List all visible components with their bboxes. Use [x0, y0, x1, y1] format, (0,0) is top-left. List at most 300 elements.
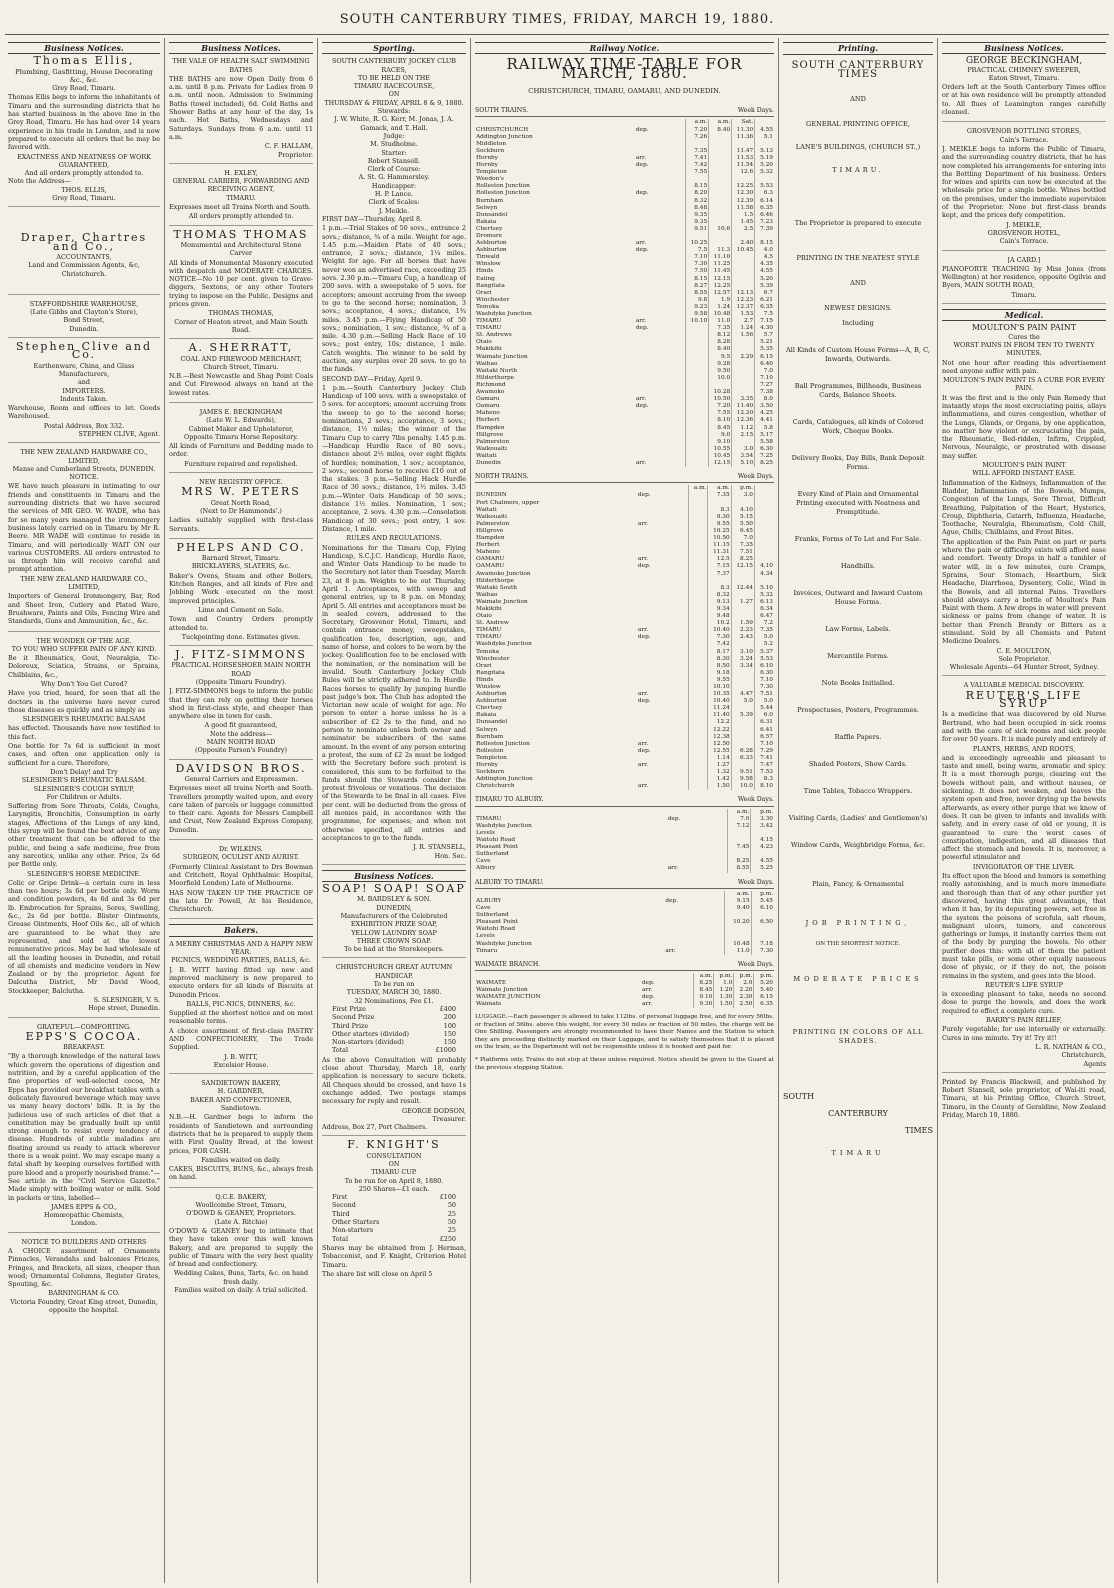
time-cell: 6.10 [754, 663, 774, 670]
arr-dep: dep. [637, 698, 651, 705]
station-name: TIMARU [476, 318, 502, 325]
ad-line: And all orders promptly attended to. [24, 169, 144, 178]
arr-dep: dep. [641, 994, 655, 1001]
timetable-row [475, 460, 774, 467]
ad-body: N.B.—H. Gardner begs to inform the residents of Sandietown and surrounding districts that he is prepared to supply them with First Quality Bread, at the lowest prices, FOR CASH. [169, 1113, 313, 1155]
station-name: Waimate Junction [476, 598, 528, 605]
print-line: TIMES [904, 1126, 933, 1135]
time-cell [688, 578, 708, 585]
ad-fitzsimmons [169, 648, 313, 760]
ad-title: THE WONDER OF THE AGE. [36, 636, 132, 645]
time-cell: 8.50 [708, 663, 731, 670]
ad-line: Why Don't You Get Cured? [40, 680, 128, 688]
time-cell: 5.37 [754, 649, 774, 656]
time-cell: 8.15 [686, 183, 709, 190]
time-cell: 5.39 [755, 283, 774, 290]
ad-witt [169, 940, 313, 1074]
ad-line: H. P. Lance. [374, 190, 414, 199]
time-cell: 4.55 [751, 858, 774, 865]
station-name: Waikouaiti [476, 513, 507, 520]
arr-dep: arr. [637, 691, 649, 698]
arr-dep [635, 268, 686, 275]
time-cell [731, 606, 754, 613]
timetable-row [475, 290, 774, 297]
timetable-name: NORTH TRAINS. [475, 473, 529, 481]
time-cell: 2.50 [734, 1001, 754, 1008]
ad-ellis [8, 54, 160, 207]
arr-dep [635, 276, 686, 283]
time-cell [709, 240, 732, 247]
time-cell: 7.50 [686, 268, 709, 275]
timetable-row [475, 325, 774, 332]
time-cell: 9.10 [709, 439, 732, 446]
time-cell: 12.6 [732, 169, 755, 176]
time-cell: 12.13 [732, 290, 755, 297]
time-cell [754, 485, 774, 492]
time-cell: 9.18 [708, 670, 731, 677]
ad-body: J. MEIKLE begs to inform the Public of Timaru, and the surrounding country districts, that he has now completed his arrangements for entering into the Bottling Department of his business. Orders for wines and spirits can now be executed at the wholesale price for a single bottle. Wines bottled on the premises, under the immediate supervision of the Proprietor. None but first-class brands kept, and the prices defy competition. [942, 144, 1106, 220]
station-name: Waikouaiti [476, 445, 507, 452]
time-cell: p.m. [751, 891, 774, 898]
time-cell: 10.50 [708, 535, 731, 542]
time-cell: 6.57 [754, 734, 774, 741]
time-cell: 9.58 [731, 776, 754, 783]
time-cell: a.m. [709, 119, 732, 126]
time-cell [725, 912, 752, 919]
station-name: Rakaia [476, 218, 497, 225]
ad-body: Suffering from Sore Throats, Colds, Coughs, Laryngitis, Bronchitis, Consumption in early stages, Affections of the Lungs of any kind, this syrup will be found the best advice of any other treatment that can be offered to the public, and being a safe medicine, free from any narcotics, unlike any other. Price, 2s 6d per Bottle only. [8, 802, 160, 869]
time-cell [686, 354, 709, 361]
ad-line: NEW REGISTRY OFFICE. [199, 478, 283, 487]
timetable-row [475, 297, 774, 304]
time-cell: 11.40 [708, 712, 731, 719]
time-cell: 7.0 [755, 368, 774, 375]
time-cell: 7.45 [728, 844, 751, 851]
time-cell: 9.35 [686, 212, 709, 219]
arr-dep [637, 606, 689, 613]
arr-dep [637, 571, 689, 578]
time-cell: 9.40 [725, 905, 752, 912]
arr-dep [667, 844, 728, 851]
timetable-row [475, 762, 774, 769]
ad-line: SLESINGER'S HORSE MEDICINE. [27, 869, 141, 878]
timetable-row [475, 606, 774, 613]
time-cell: 5.58 [755, 439, 774, 446]
prize-row [322, 1226, 466, 1234]
time-cell [754, 507, 774, 514]
station-name: Waitohi Road [476, 837, 516, 844]
time-cell: 7.29 [754, 748, 774, 755]
print-service-item: Delivery Books, Day Bills, Bank Deposit Forms. [791, 454, 925, 471]
ad-body: Importers of General Ironmongery, Bar, Rod and Sheet Iron, Cutlery and Plated Ware, Brushware, Paints and Oils, Fencing Wire and Standards, Guns and Ammunition, &c., &c. [8, 592, 160, 626]
time-cell: 8.30 [708, 656, 731, 663]
station-name: Winchester [476, 296, 510, 303]
timetable-row [475, 500, 774, 507]
station-name: Makikihi [476, 605, 502, 612]
timetable-row [475, 830, 774, 837]
ad-grosvenor [942, 127, 1106, 250]
prize-label: Second Prize [332, 1013, 375, 1022]
time-cell [688, 719, 708, 726]
ad-signature: Wholesale Agents—64 Hunter Street, Sydney. [949, 663, 1099, 672]
station-name [475, 485, 637, 492]
time-cell [686, 141, 709, 148]
timetable-row [475, 368, 774, 375]
ad-title: A. SHERRATT, [188, 341, 294, 355]
time-cell [686, 446, 709, 453]
station-name: Tinwald [476, 254, 500, 261]
arr-dep [635, 417, 686, 424]
time-cell [709, 162, 732, 169]
timetable-row [475, 905, 774, 912]
ad-body: Shares may be obtained from J. Herman, Tobacconist, and F. Knight, Criterion Hotel Timaru. [322, 1243, 466, 1269]
ad-title: MOULTON'S PAIN PAINT [971, 323, 1077, 333]
section-heading: Business Notices. [8, 42, 160, 54]
ad-line: Timaru. [1011, 290, 1037, 299]
ad-body: Colic or Gripe Drink—a certain cure in less than two hours; 3s 6d per bottle only. Worm and condition powders, 4s 6d and 3s 6d per lb. Embrocation for Sprains, Sores, Swelling, &c., 2s 6d per bottle. Blister Ointments, Grease Ointments, Hoof Oils &c., all of which are guaranteed to be what they are represented, and sold at the lowest remunerative prices. May be had wholesale of all the leading houses in Dunedin, and retail of all chemists and medicine vendors in New Zealand or by the proprietor. Agent for Dalcutha District, Mr David Wood, Stockkeeper, Balclutha. [8, 878, 160, 995]
time-cell: 9.8 [686, 297, 709, 304]
timetable-row [475, 987, 774, 994]
station-name: Waihao [476, 591, 498, 598]
time-cell: 7.41 [754, 755, 774, 762]
station-name: Hinds [476, 268, 494, 275]
time-cell: 12.15 [709, 460, 732, 467]
ad-body: is exceeding pleasant to take, needs no second dose to purge the bowels, and does the work required to effect a complete cure. [942, 990, 1106, 1015]
time-cell [686, 325, 709, 332]
station-name: Burnham [476, 197, 504, 204]
ad-title: Draper, Chartres and Co., [20, 231, 148, 253]
ad-line: General Carriers and Expressmen. [184, 774, 298, 783]
timetable-row [475, 410, 774, 417]
column-rule [470, 38, 471, 1583]
arr-dep [637, 485, 689, 492]
arr-dep [637, 535, 689, 542]
ad-line: ACCOUNTANTS, [56, 252, 112, 261]
ad-gardner [169, 1079, 313, 1188]
time-cell [709, 219, 732, 226]
time-cell [688, 698, 708, 705]
ad-line: Opposite Timaru Horse Repository. [183, 432, 299, 441]
time-cell: 5.32 [754, 592, 774, 599]
prize-amount: 50 [447, 1201, 456, 1210]
time-cell: 4.15 [751, 837, 774, 844]
arr-dep: arr. [637, 740, 649, 747]
ad-line: Note the address— [209, 729, 273, 738]
timetable-row [475, 755, 774, 762]
time-cell: 7.30 [708, 634, 731, 641]
print-items [783, 346, 933, 850]
timetable-row [475, 851, 774, 858]
time-cell: 1.0 [714, 980, 734, 987]
print-line: The Proprietor is prepared to execute [794, 219, 922, 227]
arr-dep: arr. [635, 318, 647, 325]
ad-title: GEORGE BECKINGHAM, [965, 56, 1083, 67]
station-name: Washdyke Junction [476, 311, 532, 318]
time-cell: 4.35 [755, 261, 774, 268]
time-cell [688, 599, 708, 606]
ad-signature: THOMAS THOMAS, [208, 309, 274, 318]
ad-line: REUTER'S LIFE SYRUP [985, 980, 1063, 989]
timetable-row [475, 268, 774, 275]
ad-body: All kinds of Furniture and Bedding made to order. [169, 442, 313, 459]
ad-nz-hardware [8, 448, 160, 631]
station-name: Hilderthorpe [476, 577, 515, 584]
time-cell: 7.35 [709, 325, 732, 332]
ad-signature: J. B. WITT, [224, 1052, 258, 1061]
time-cell: 2.30 [734, 994, 754, 1001]
time-cell [709, 382, 732, 389]
time-cell: 7.41 [686, 155, 709, 162]
time-cell [686, 410, 709, 417]
timetable-row [475, 941, 774, 948]
time-cell: 6.35 [755, 205, 774, 212]
prize-row [322, 1013, 466, 1021]
time-cell [732, 346, 755, 353]
arr-dep [637, 613, 689, 620]
prize-amount: 50 [447, 1218, 456, 1227]
ad-body: HAS NOW TAKEN UP THE PRACTICE OF the late Dr Powell, At his Residence, Christchurch. [169, 888, 313, 914]
timetable-row [475, 719, 774, 726]
time-cell: 8.17 [708, 649, 731, 656]
arr-dep [637, 727, 689, 734]
ad-soap [322, 882, 466, 958]
station-name: Ealing [476, 275, 495, 282]
time-cell: 4.25 [755, 410, 774, 417]
time-cell: 10.10 [708, 684, 731, 691]
ad-peters [169, 478, 313, 539]
time-cell: 5.10 [732, 460, 755, 467]
ad-barningham [8, 1238, 160, 1319]
arr-dep [635, 382, 686, 389]
time-cell: 8.45 [694, 987, 714, 994]
station-name: Otaio [476, 339, 492, 346]
time-cell [688, 634, 708, 641]
print-service-item: Franks, Forms of To Let and For Sale. [794, 535, 922, 543]
time-cell: 7.0 [728, 816, 751, 823]
ad-line: BARRY'S PAIN RELIEF, [986, 1016, 1062, 1025]
arr-dep [637, 549, 689, 556]
time-cell: 1.5 [732, 212, 755, 219]
arr-dep [637, 528, 689, 535]
ad-body: Baker's Ovens, Steam and other Boilers, Kitchen Ranges, and all kinds of Fire and Jobbing Work executed on the most improved principles. [169, 571, 313, 605]
time-cell: 1.50 [714, 1001, 734, 1008]
ad-line: J. Meikle. [378, 206, 410, 215]
time-cell: 6.46 [755, 212, 774, 219]
arr-dep [635, 410, 686, 417]
station-name: Maheno [476, 410, 500, 417]
time-cell: 9.51 [686, 226, 709, 233]
ad-line: and [77, 378, 91, 387]
time-cell [732, 439, 755, 446]
ad-title: SOAP! SOAP! SOAP [322, 882, 466, 896]
ad-clive [8, 340, 160, 443]
time-cell: 9.15 [725, 898, 752, 905]
ad-line: A MERRY CHRISTMAS AND A HAPPY NEW YEAR. [169, 939, 313, 957]
arr-dep [637, 769, 689, 776]
prize-amount: 150 [443, 1038, 456, 1047]
time-cell [688, 627, 708, 634]
station-name: Templeton [476, 169, 507, 176]
time-cell: 7.51 [754, 691, 774, 698]
time-cell [751, 830, 774, 837]
arr-dep [637, 677, 689, 684]
ad-title: PHELPS AND CO. [176, 540, 306, 554]
print-line: LANE'S BUILDINGS, (CHURCH ST.,) [795, 143, 921, 151]
timetable-row [475, 311, 774, 318]
station-name: Ashburton [476, 698, 507, 705]
ad-signature: Proprietor. [278, 150, 313, 159]
ad-line: M. Studholme. [370, 140, 418, 149]
station-name: Burnham [476, 733, 504, 740]
time-cell: p.m. [714, 973, 734, 980]
time-cell: 12.15 [731, 563, 754, 570]
section-heading: Railway Notice. [475, 42, 774, 54]
timetable-row [475, 783, 774, 790]
ad-baths [169, 57, 313, 164]
time-cell [731, 734, 754, 741]
station-name: Waihao [476, 360, 498, 367]
ad-line: SECOND DAY—Friday, April 9. [322, 374, 423, 383]
timetable-row [475, 247, 774, 254]
station-name: Orari [476, 289, 492, 296]
time-cell [731, 705, 754, 712]
ad-line: (Opposite Timaru Foundry). [195, 678, 287, 686]
time-cell [688, 783, 708, 790]
ad-signature: J. MEIKLE, [1006, 220, 1042, 229]
station-name: Waitohi Road [476, 926, 516, 933]
ad-signature: MAIN NORTH ROAD [206, 738, 276, 747]
ad-signature: London. [70, 1219, 98, 1228]
time-cell: 9.51 [731, 769, 754, 776]
time-cell: 10.48 [725, 941, 752, 948]
time-cell [686, 396, 709, 403]
ad-line: Great North Road, [210, 498, 272, 507]
time-cell: 12.5 [708, 556, 731, 563]
time-cell [732, 339, 755, 346]
ad-knight [322, 1138, 466, 1282]
ad-line: A. St. G. Hammersley. [358, 173, 430, 182]
station-name: Oamaru [476, 396, 500, 403]
time-cell: 10.25 [686, 240, 709, 247]
time-cell: 10.2 [708, 620, 731, 627]
time-cell: 12.57 [709, 290, 732, 297]
arr-dep [667, 830, 728, 837]
time-cell: 2.0 [734, 980, 754, 987]
timetable-caption [475, 879, 774, 889]
ad-line: Postal Address, Box 332. [43, 421, 125, 430]
time-cell [754, 549, 774, 556]
time-cell: 8.15 [686, 276, 709, 283]
arr-dep [635, 205, 686, 212]
ad-body: Not one hour after reading this advertisement need anyone suffer with pain. [942, 358, 1106, 375]
station-name: Hillgrove [476, 527, 504, 534]
time-cell: 1.24 [732, 325, 755, 332]
time-cell [686, 382, 709, 389]
arr-dep [635, 198, 686, 205]
time-cell: 12.50 [708, 741, 731, 748]
ad-line: Cures the [1008, 332, 1040, 341]
ad-line: BRICKLAYERS, SLATERS, &c. [191, 562, 291, 571]
ad-body: Be it Rheumatics, Gout, Neuralgia, Tic-Doloreux, Sciatica, Strains, or Sprains, Chilblains, &c., [8, 654, 160, 679]
arr-dep [637, 670, 689, 677]
station-name: St. Andrew [476, 620, 509, 627]
timetable-row [475, 492, 774, 499]
ad-line: Land and Commission Agents, &c, [28, 261, 140, 270]
time-cell [731, 741, 754, 748]
time-cell [688, 776, 708, 783]
arr-dep [664, 891, 724, 898]
time-cell [686, 346, 709, 353]
station-name: Temuka [476, 303, 500, 310]
station-name: Awamoko Junction [476, 570, 531, 577]
time-cell: 7.0 [731, 535, 754, 542]
time-cell [755, 141, 774, 148]
station-name: Hornby [476, 154, 499, 161]
column-rule [937, 38, 938, 1583]
ad-signature: Excelsior House. [213, 1060, 269, 1069]
time-cell [731, 571, 754, 578]
timetable-row [475, 592, 774, 599]
print-line: TIMARU [831, 1149, 885, 1157]
time-cell: 2.40 [732, 240, 755, 247]
timetable-row [475, 141, 774, 148]
column-rule [317, 38, 318, 1583]
time-cell: 7.55 [686, 169, 709, 176]
ad-line: Families waited on daily. A trial solicited. [174, 1286, 308, 1294]
time-cell: 7.35 [708, 492, 731, 499]
station-name: Hinds [476, 676, 494, 683]
time-cell [732, 268, 755, 275]
timetable-row [475, 205, 774, 212]
printer-imprint: Printed by Francis Blackwell, and published by Robert Stansell, sole proprietor, of Wai-iti road, Timaru, at his Printing Office, Church Street, Timaru, in the County of Geraldine, New Zealand Friday, March 19, 1880. [942, 1077, 1106, 1120]
arr-dep [635, 290, 686, 297]
ad-address: Grey Road, Timaru. [52, 84, 116, 93]
time-cell: 7.42 [708, 641, 731, 648]
time-cell: 6.30 [755, 446, 774, 453]
time-cell: 12.25 [732, 183, 755, 190]
station-name: Waitati [476, 452, 497, 459]
time-cell: 11.40 [732, 403, 755, 410]
prize-row [322, 1235, 466, 1243]
print-line: Plain, Fancy, & Ornamental [812, 880, 904, 888]
station-name: Pleasant Point [476, 844, 519, 851]
arr-dep: dep. [635, 325, 649, 332]
station-name: Waimate [476, 1001, 502, 1008]
time-cell [709, 141, 732, 148]
ad-line: WILL AFFORD INSTANT EASE. [972, 469, 1076, 478]
time-cell: 10.40 [708, 627, 731, 634]
timetable-row [475, 627, 774, 634]
time-cell: 9.30 [708, 514, 731, 521]
time-cell: 6.45 [731, 528, 754, 535]
time-cell [708, 578, 731, 585]
time-cell: 8.25 [728, 858, 751, 865]
time-cell [688, 691, 708, 698]
arr-dep [637, 514, 689, 521]
ad-line: Christchurch. [61, 269, 107, 278]
ad-piano [942, 256, 1106, 304]
time-cell [751, 912, 774, 919]
station-name: Rolleston Junction [476, 183, 530, 190]
time-cell [686, 460, 709, 467]
arr-dep [635, 226, 686, 233]
time-cell [709, 183, 732, 190]
ad-line: ON [388, 1160, 400, 1168]
print-service-item: Invoices, Outward and Inward Custom House Forms. [793, 589, 923, 606]
station-name: Maheno [476, 549, 500, 556]
time-cell: 5.35 [755, 346, 774, 353]
ad-body: CAKES, BISCUITS, BUNS, &c., always fresh on hand. [169, 1165, 313, 1182]
